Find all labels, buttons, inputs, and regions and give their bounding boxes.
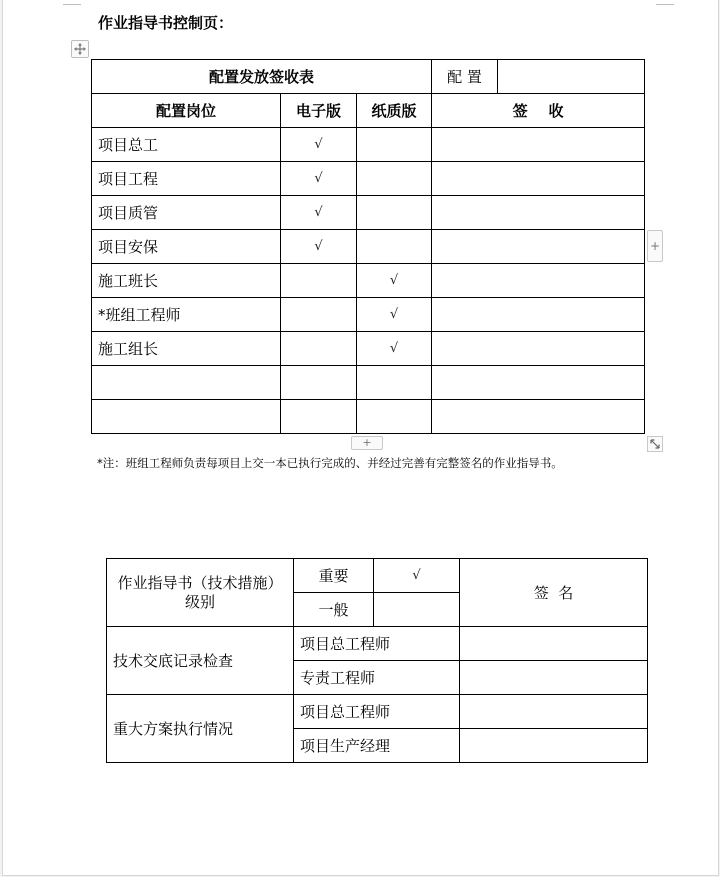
electronic-check-cell[interactable]: [281, 332, 357, 366]
page-title: 作业指导书控制页：: [98, 14, 234, 32]
paper-check-cell[interactable]: [357, 128, 432, 162]
table-title-row: [92, 60, 645, 94]
major-plan-role: 项目总工程师: [294, 695, 460, 729]
level-and-check-table: [106, 558, 648, 763]
table-row: [107, 695, 648, 729]
signature-cell[interactable]: [460, 661, 648, 695]
electronic-check-cell[interactable]: √: [281, 196, 357, 230]
position-cell[interactable]: 项目总工: [92, 128, 281, 162]
briefing-role: 项目总工程师: [294, 627, 460, 661]
add-row-button[interactable]: +: [351, 436, 383, 450]
important-check-cell[interactable]: √: [374, 559, 460, 593]
table-move-handle[interactable]: [71, 40, 89, 58]
resize-diagonal-icon: [649, 438, 661, 450]
paper-check-cell[interactable]: [357, 196, 432, 230]
signature-cell[interactable]: [432, 400, 645, 434]
electronic-check-cell[interactable]: √: [281, 162, 357, 196]
page-corner-mark-left: [63, 0, 81, 5]
electronic-check-cell[interactable]: [281, 264, 357, 298]
paper-check-cell[interactable]: [357, 162, 432, 196]
general-check-cell[interactable]: [374, 593, 460, 627]
signature-cell[interactable]: [460, 729, 648, 763]
table-title: 配置发放签收表: [92, 60, 432, 94]
table-header-row: [92, 94, 645, 128]
table-row: [92, 366, 645, 400]
move-arrows-icon: [74, 43, 86, 55]
table-row: [92, 332, 645, 366]
major-plan-role: 项目生产经理: [294, 729, 460, 763]
position-cell[interactable]: *班组工程师: [92, 298, 281, 332]
position-cell[interactable]: 项目工程: [92, 162, 281, 196]
signature-cell[interactable]: [460, 627, 648, 661]
table-row: [92, 298, 645, 332]
table-row: [92, 400, 645, 434]
footnote: *注：班组工程师负责每项目上交一本已执行完成的、并经过完善有完整签名的作业指导书。: [97, 456, 563, 470]
position-cell[interactable]: 施工组长: [92, 332, 281, 366]
level-label-line2: 级别: [184, 592, 215, 611]
header-signature: 签 收: [432, 94, 645, 128]
paper-check-cell[interactable]: [357, 366, 432, 400]
page-corner-mark-right: [656, 0, 674, 5]
paper-check-cell[interactable]: √: [357, 332, 432, 366]
config-label: 配 置: [432, 60, 498, 94]
table-row: [92, 264, 645, 298]
electronic-check-cell[interactable]: √: [281, 128, 357, 162]
add-column-button[interactable]: +: [647, 230, 663, 262]
signature-cell[interactable]: [432, 162, 645, 196]
header-position: 配置岗位: [92, 94, 281, 128]
general-label: 一般: [294, 593, 374, 627]
paper-check-cell[interactable]: √: [357, 264, 432, 298]
level-label-line1: 作业指导书（技术措施）: [117, 573, 283, 592]
signature-cell[interactable]: [460, 695, 648, 729]
header-electronic: 电子版: [281, 94, 357, 128]
position-cell[interactable]: 项目安保: [92, 230, 281, 264]
signature-cell[interactable]: [432, 366, 645, 400]
important-label: 重要: [294, 559, 374, 593]
level-label-cell: [107, 559, 294, 627]
electronic-check-cell[interactable]: [281, 400, 357, 434]
electronic-check-cell[interactable]: [281, 366, 357, 400]
electronic-check-cell[interactable]: √: [281, 230, 357, 264]
briefing-check-label: 技术交底记录检查: [107, 627, 294, 695]
table-row: [92, 128, 645, 162]
table-row: [92, 162, 645, 196]
position-cell[interactable]: 施工班长: [92, 264, 281, 298]
signature-cell[interactable]: [432, 332, 645, 366]
sign-header: 签 名: [460, 559, 648, 627]
signature-cell[interactable]: [432, 298, 645, 332]
position-cell[interactable]: 项目质管: [92, 196, 281, 230]
paper-check-cell[interactable]: [357, 230, 432, 264]
paper-check-cell[interactable]: [357, 400, 432, 434]
signature-cell[interactable]: [432, 196, 645, 230]
table-row: [92, 230, 645, 264]
signature-cell[interactable]: [432, 230, 645, 264]
table-resize-handle[interactable]: [647, 436, 663, 452]
position-cell[interactable]: [92, 400, 281, 434]
signature-cell[interactable]: [432, 128, 645, 162]
header-paper: 纸质版: [357, 94, 432, 128]
table-row: [107, 627, 648, 661]
table-row: [92, 196, 645, 230]
paper-check-cell[interactable]: √: [357, 298, 432, 332]
signature-cell[interactable]: [432, 264, 645, 298]
position-cell[interactable]: [92, 366, 281, 400]
config-value-cell[interactable]: [498, 60, 645, 94]
level-row-important: [107, 559, 648, 593]
briefing-role: 专责工程师: [294, 661, 460, 695]
distribution-signoff-table: [91, 59, 645, 434]
electronic-check-cell[interactable]: [281, 298, 357, 332]
major-plan-label: 重大方案执行情况: [107, 695, 294, 763]
